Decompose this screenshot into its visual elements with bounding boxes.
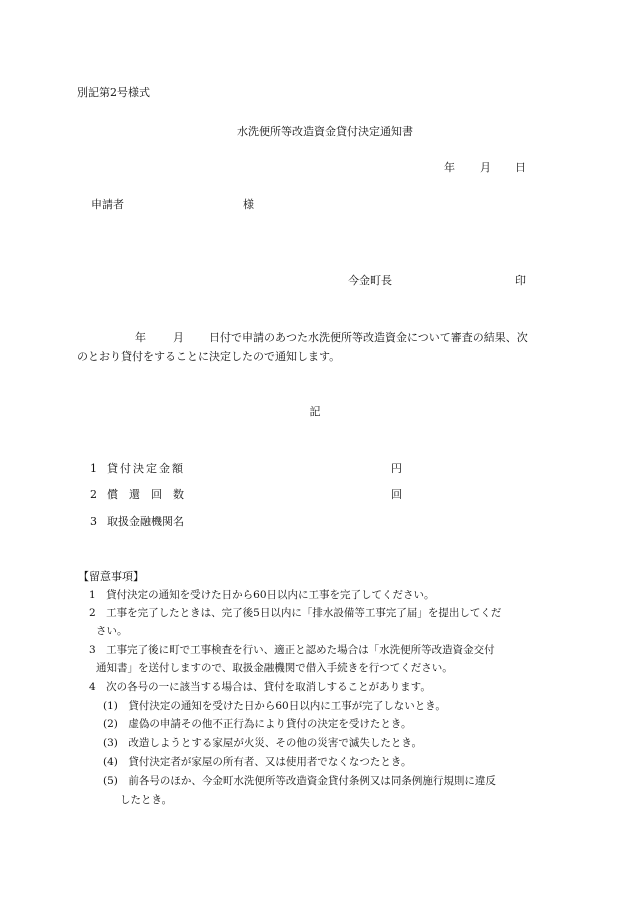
note-line: 2 工事を完了したときは、完了後5日以内に「排水設備等工事完了届」を提出してくだ <box>89 607 502 619</box>
seal-mark: 印 <box>515 274 526 287</box>
note-line: さい。 <box>96 625 128 637</box>
note-line: (2) 虚偽の申請その他不正行為により貸付の決定を受けたとき。 <box>103 718 412 730</box>
note-line: 通知書」を送付しますので、取扱金融機関で借入手続きを行つてください。 <box>96 662 453 674</box>
note-line: (1) 貸付決定の通知を受けた日から60日以内に工事が完了しないとき。 <box>103 700 446 712</box>
note-line: (5) 前各号のほか、今金町水洗便所等改造資金貸付条例又は同条例施行規則に違反 <box>103 775 496 787</box>
date-month: 月 <box>480 161 491 174</box>
item-label: 償 還 回 数 <box>107 488 184 501</box>
note-line: 3 工事完了後に町で工事検査を行い、適正と認めた場合は「水洗便所等改造資金交付 <box>89 644 495 656</box>
form-number-label: 別記第2号様式 <box>77 86 150 99</box>
item-unit: 円 <box>391 462 402 475</box>
note-line: 1 貸付決定の通知を受けた日から60日以内に工事を完了してください。 <box>89 589 435 601</box>
notes-heading: 【留意事項】 <box>78 570 144 583</box>
body-text-line-1: 日付で申請のあつた水洗便所等改造資金について審査の結果、次 <box>209 331 528 344</box>
date-year: 年 <box>444 161 455 174</box>
note-line: 4 次の各号の一に該当する場合は、貸付を取消しすることがあります。 <box>89 681 431 693</box>
issuer-name: 今金町長 <box>348 274 392 287</box>
item-number: 2 <box>90 488 97 501</box>
item-number: 1 <box>90 462 97 475</box>
applicant-label: 申請者 <box>91 198 124 211</box>
note-line: したとき。 <box>120 794 173 806</box>
item-label: 取扱金融機関名 <box>107 515 184 528</box>
body-month: 月 <box>173 331 184 344</box>
item-label: 貸付決定金額 <box>107 462 185 475</box>
date-day: 日 <box>515 161 526 174</box>
applicant-honorific: 様 <box>243 198 254 211</box>
note-line: (4) 貸付決定者が家屋の所有者、又は使用者でなくなつたとき。 <box>103 756 412 768</box>
body-text-line-2: のとおり貸付をすることに決定したので通知します。 <box>77 350 341 363</box>
ki-heading: 記 <box>309 405 321 418</box>
item-unit: 回 <box>391 488 402 501</box>
item-number: 3 <box>90 515 97 528</box>
body-year: 年 <box>135 331 146 344</box>
note-line: (3) 改造しようとする家屋が火災、その他の災害で滅失したとき。 <box>103 737 422 749</box>
document-title: 水洗便所等改造資金貸付決定通知書 <box>237 125 413 138</box>
